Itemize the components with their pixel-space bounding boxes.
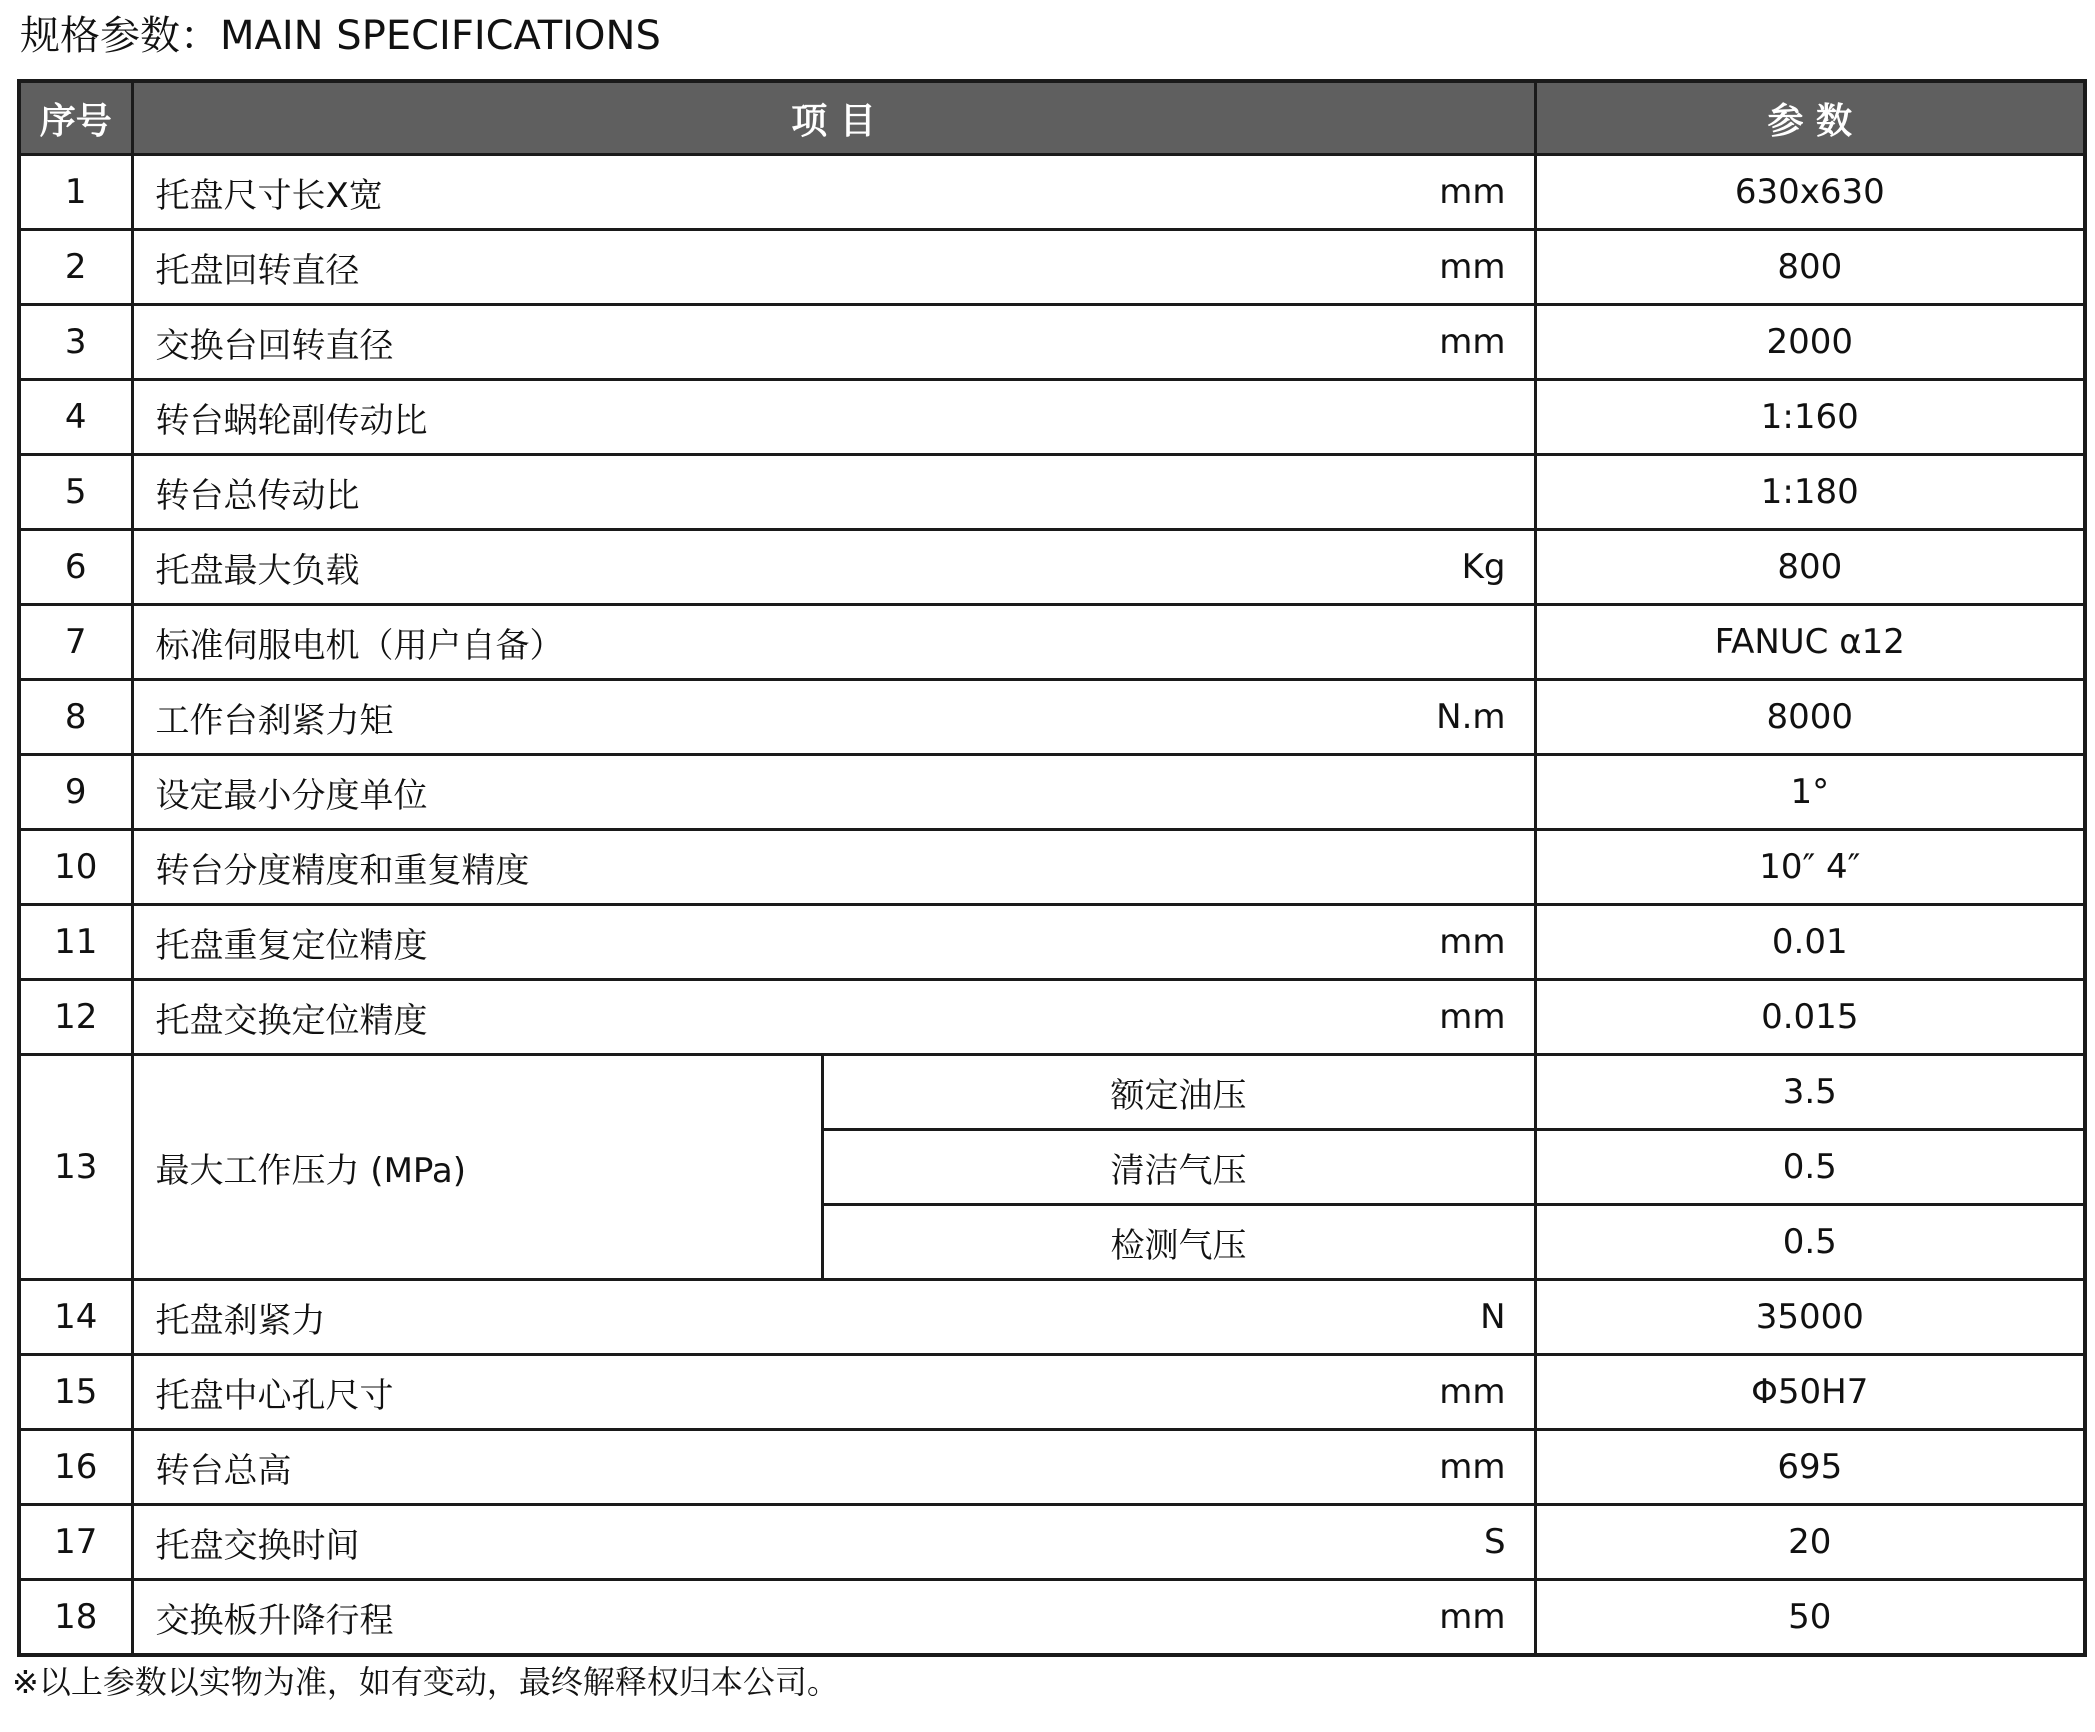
- row-item: 交换台回转直径: [132, 305, 1335, 380]
- pressure-sub-name: 清洁气压: [822, 1130, 1535, 1205]
- table-row: [19, 1505, 2085, 1580]
- table-row: [19, 605, 2085, 680]
- row-index: 4: [19, 380, 132, 455]
- row-index: 10: [19, 830, 132, 905]
- row-index: 1: [19, 155, 132, 230]
- row-index: 11: [19, 905, 132, 980]
- table-row: [19, 230, 2085, 305]
- row-index: 3: [19, 305, 132, 380]
- table-row: [19, 530, 2085, 605]
- row-item: 交换板升降行程: [132, 1580, 1335, 1656]
- row-item: 最大工作压力 (MPa): [132, 1055, 822, 1280]
- row-item: 托盘刹紧力: [132, 1280, 1335, 1355]
- row-index: 13: [19, 1055, 132, 1280]
- page-title: 规格参数：MAIN SPECIFICATIONS: [20, 13, 661, 59]
- row-index: 15: [19, 1355, 132, 1430]
- header-index: 序号: [19, 81, 132, 155]
- row-item: 转台分度精度和重复精度: [132, 830, 1335, 905]
- row-value: 35000: [1535, 1280, 2085, 1355]
- row-index: 16: [19, 1430, 132, 1505]
- row-unit: N.m: [1335, 680, 1535, 755]
- row-index: 14: [19, 1280, 132, 1355]
- row-value: 50: [1535, 1580, 2085, 1656]
- row-unit: mm: [1335, 155, 1535, 230]
- pressure-sub-value: 0.5: [1535, 1205, 2085, 1280]
- row-value: 800: [1535, 530, 2085, 605]
- table-row-pressure: [19, 1055, 2085, 1130]
- row-index: 7: [19, 605, 132, 680]
- row-value: 10″ 4″: [1535, 830, 2085, 905]
- row-value: 1:160: [1535, 380, 2085, 455]
- pressure-sub-value: 0.5: [1535, 1130, 2085, 1205]
- row-unit: [1335, 605, 1535, 680]
- row-index: 2: [19, 230, 132, 305]
- table-row: [19, 905, 2085, 980]
- table-row: [19, 1355, 2085, 1430]
- row-unit: mm: [1335, 1430, 1535, 1505]
- row-value: 630x630: [1535, 155, 2085, 230]
- row-value: 2000: [1535, 305, 2085, 380]
- row-unit: [1335, 830, 1535, 905]
- table-row: [19, 455, 2085, 530]
- table-row: [19, 680, 2085, 755]
- table-row: [19, 1580, 2085, 1656]
- row-index: 18: [19, 1580, 132, 1656]
- row-value: 0.01: [1535, 905, 2085, 980]
- row-value: 695: [1535, 1430, 2085, 1505]
- row-index: 5: [19, 455, 132, 530]
- row-item: 转台总传动比: [132, 455, 1335, 530]
- pressure-sub-name: 检测气压: [822, 1205, 1535, 1280]
- row-item: 托盘中心孔尺寸: [132, 1355, 1335, 1430]
- row-item: 托盘最大负载: [132, 530, 1335, 605]
- row-index: 12: [19, 980, 132, 1055]
- row-value: Φ50H7: [1535, 1355, 2085, 1430]
- row-index: 8: [19, 680, 132, 755]
- row-value: 20: [1535, 1505, 2085, 1580]
- row-item: 托盘交换定位精度: [132, 980, 1335, 1055]
- table-row: [19, 1430, 2085, 1505]
- row-index: 6: [19, 530, 132, 605]
- table-row: [19, 1280, 2085, 1355]
- row-value: 8000: [1535, 680, 2085, 755]
- row-item: 转台总高: [132, 1430, 1335, 1505]
- row-unit: mm: [1335, 1580, 1535, 1656]
- row-item: 转台蜗轮副传动比: [132, 380, 1335, 455]
- header-value: 参 数: [1535, 81, 2085, 155]
- row-index: 9: [19, 755, 132, 830]
- table-row: [19, 980, 2085, 1055]
- row-unit: S: [1335, 1505, 1535, 1580]
- pressure-sub-name: 额定油压: [822, 1055, 1535, 1130]
- row-value: FANUC α12: [1535, 605, 2085, 680]
- row-unit: mm: [1335, 230, 1535, 305]
- row-item: 托盘尺寸长X宽: [132, 155, 1335, 230]
- table-row: [19, 155, 2085, 230]
- row-index: 17: [19, 1505, 132, 1580]
- pressure-sub-value: 3.5: [1535, 1055, 2085, 1130]
- row-item: 设定最小分度单位: [132, 755, 1335, 830]
- table-header-row: [19, 81, 2085, 155]
- row-unit: [1335, 455, 1535, 530]
- row-item: 托盘交换时间: [132, 1505, 1335, 1580]
- row-unit: [1335, 380, 1535, 455]
- row-unit: [1335, 755, 1535, 830]
- row-item: 托盘重复定位精度: [132, 905, 1335, 980]
- row-value: 1:180: [1535, 455, 2085, 530]
- row-unit: Kg: [1335, 530, 1535, 605]
- row-unit: mm: [1335, 980, 1535, 1055]
- row-unit: mm: [1335, 1355, 1535, 1430]
- table-row: [19, 830, 2085, 905]
- row-value: 1°: [1535, 755, 2085, 830]
- table-row: [19, 380, 2085, 455]
- row-item: 标准伺服电机（用户自备）: [132, 605, 1335, 680]
- table-row: [19, 305, 2085, 380]
- footnote: ※以上参数以实物为准，如有变动，最终解释权归本公司。: [12, 1663, 839, 1701]
- header-item: 项 目: [132, 81, 1535, 155]
- row-item: 托盘回转直径: [132, 230, 1335, 305]
- table-row: [19, 755, 2085, 830]
- row-unit: N: [1335, 1280, 1535, 1355]
- row-unit: mm: [1335, 905, 1535, 980]
- row-value: 0.015: [1535, 980, 2085, 1055]
- row-value: 800: [1535, 230, 2085, 305]
- spec-table: [17, 79, 2087, 1657]
- row-item: 工作台刹紧力矩: [132, 680, 1335, 755]
- row-unit: mm: [1335, 305, 1535, 380]
